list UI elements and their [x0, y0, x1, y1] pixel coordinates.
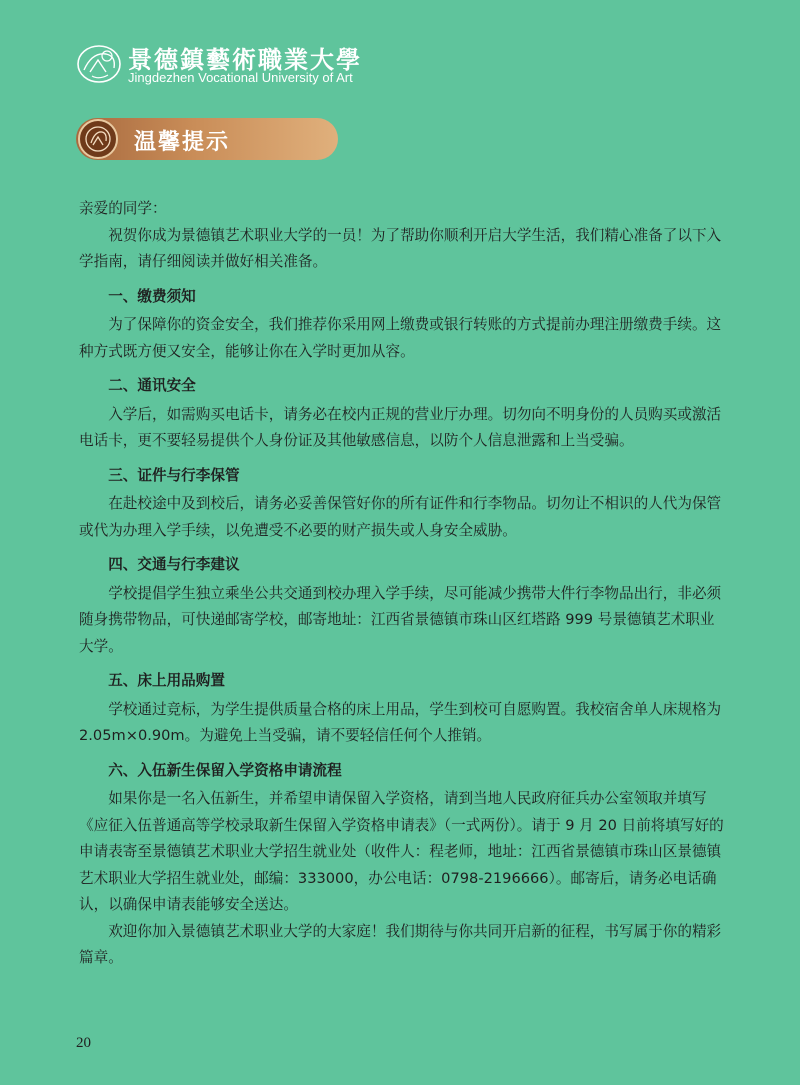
section-paragraph: 在赴校途中及到校后，请务必妥善保管好你的所有证件和行李物品。切勿让不相识的人代为保管或代为办理入学手续，以免遭受不必要的财产损失或人身安全威胁。: [79, 495, 722, 539]
section-heading-enlistment: 六、入伍新生保留入学资格申请流程: [108, 761, 342, 779]
greeting: 亲爱的同学：: [79, 200, 167, 217]
section-paragraph: 为了保障你的资金安全，我们推荐你采用网上缴费或银行转账的方式提前办理注册缴费手续。这种方式既方便又安全，能够让你在入学时更加从容。: [79, 316, 722, 360]
section-heading-payment: 一、缴费须知: [108, 287, 196, 305]
notice-banner: [76, 118, 338, 160]
university-name-english: Jingdezhen Vocational University of Art: [128, 70, 353, 85]
banner-title: 温馨提示: [134, 130, 231, 155]
section-paragraph: 入学后，如需购买电话卡，请务必在校内正规的营业厅办理。切勿向不明身份的人员购买或激活电话卡，更不要轻易提供个人身份证及其他敏感信息，以防个人信息泄露和上当受骗。: [79, 405, 722, 449]
section-heading-transport: 四、交通与行李建议: [108, 556, 240, 573]
section-heading-bedding: 五、床上用品购置: [108, 672, 225, 689]
section-paragraph: 如果你是一名入伍新生，并希望申请保留入学资格，请到当地人民政府征兵办公室领取并填写《应征入伍普通高等学校录取新生保留入学资格申请表》（一式两份）。请于 9 月 20 日前将填写好的申请表寄至景德镇艺术职业大学招生就业处（收件人：程老师，地址：江西省景德镇市珠山区景德镇艺术职业大学招生就业处，邮编：333000，办公电话：0798-2196666）。邮寄后，请务必电话确认，以确保申请表能够安全送达。: [79, 790, 724, 913]
university-seal-logo-icon: [76, 44, 122, 84]
closing-paragraph: 欢迎你加入景德镇艺术职业大学的大家庭！我们期待与你共同开启新的征程，书写属于你的精彩篇章。: [79, 922, 722, 966]
seal-glyph-icon: [80, 121, 116, 157]
section-paragraph: 学校提倡学生独立乘坐公共交通到校办理入学手续，尽可能减少携带大件行李物品出行，非必须随身携带物品，可快递邮寄学校，邮寄地址：江西省景德镇市珠山区红塔路 999 号景德镇艺术职业大学。: [79, 584, 722, 655]
seal-emblem-icon: [78, 119, 118, 159]
intro-paragraph: 祝贺你成为景德镇艺术职业大学的一员！为了帮助你顺利开启大学生活，我们精心准备了以下入学指南，请仔细阅读并做好相关准备。: [79, 226, 722, 270]
university-name-chinese: 景德鎮藝術職業大學: [128, 45, 362, 74]
section-paragraph: 学校通过竞标，为学生提供质量合格的床上用品，学生到校可自愿购置。我校宿舍单人床规格为 2.05m×0.90m。为避免上当受骗，请不要轻信任何个人推销。: [79, 700, 722, 744]
page-header: [0, 0, 800, 110]
section-heading-communication: 二、通讯安全: [108, 377, 196, 394]
section-heading-documents: 三、证件与行李保管: [108, 466, 240, 484]
notice-body: [79, 196, 725, 972]
page-number: 20: [76, 1035, 91, 1051]
